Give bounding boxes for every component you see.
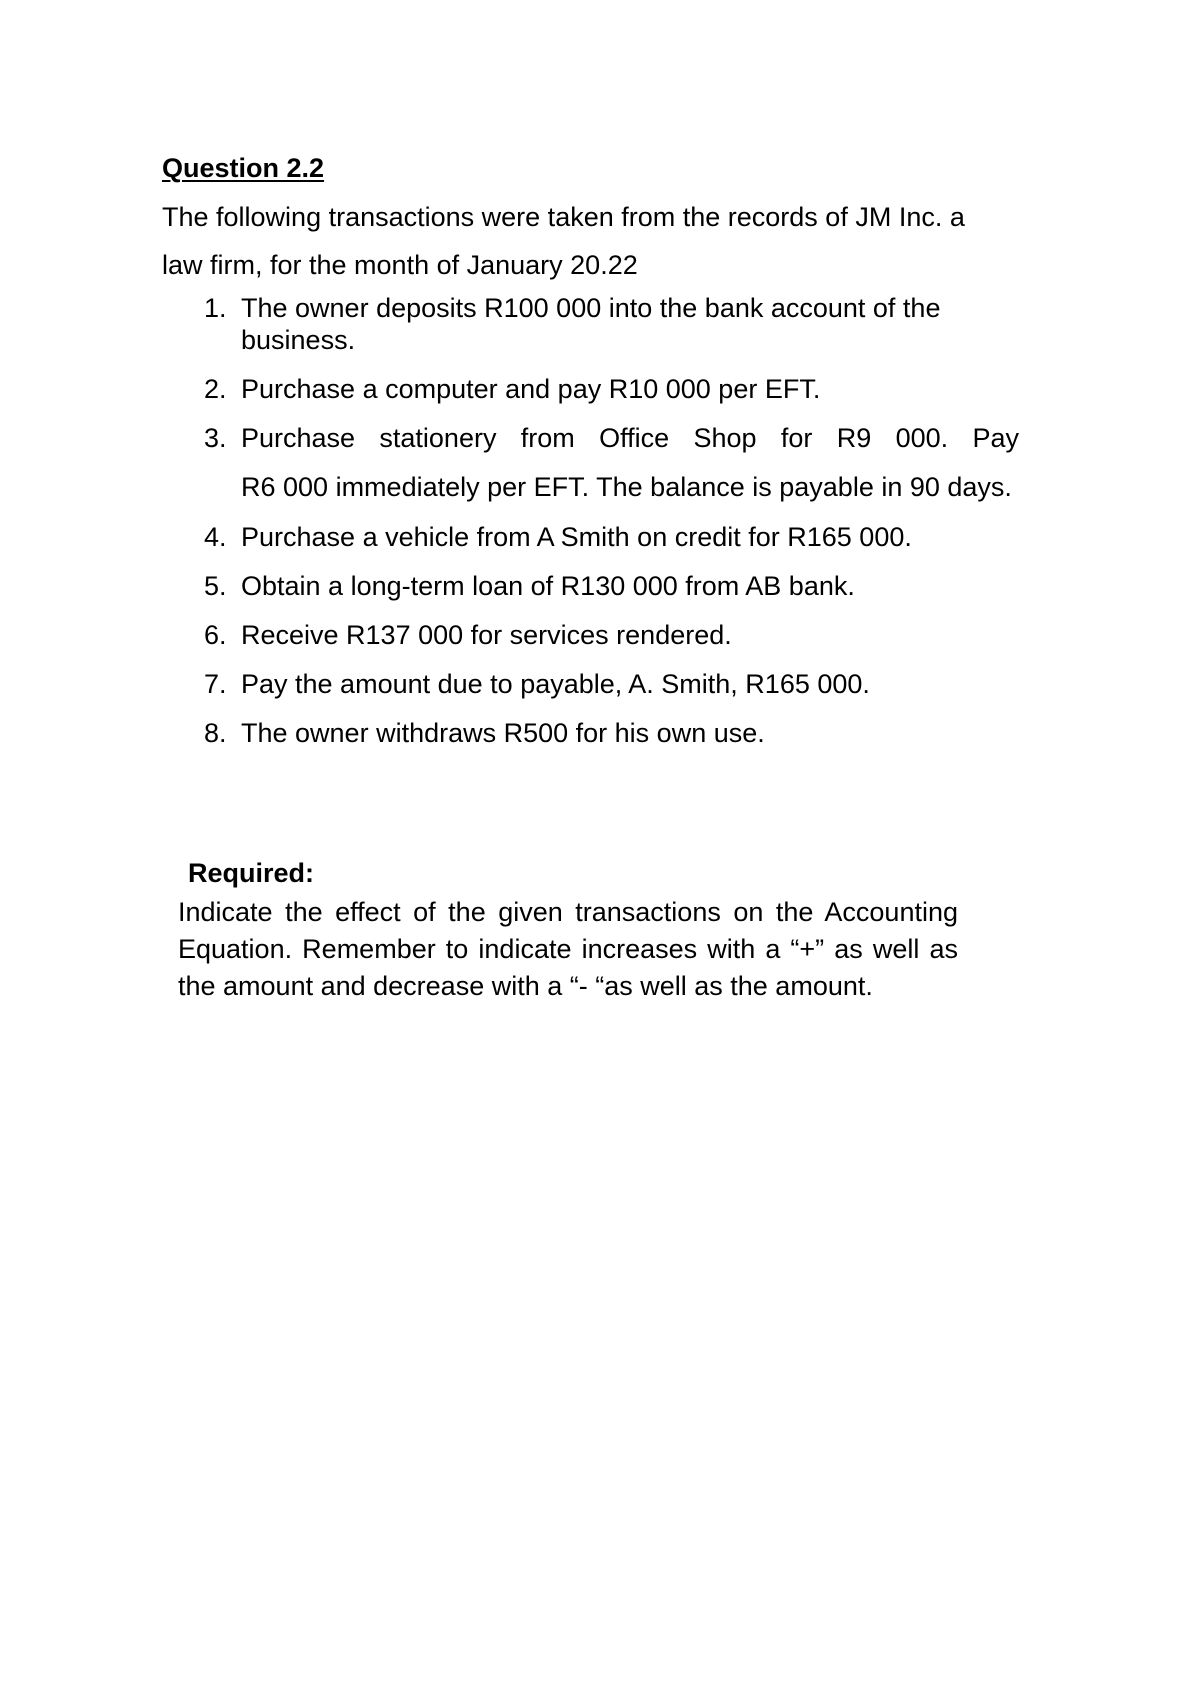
list-item (162, 717, 1042, 749)
list-item-text: Pay the amount due to payable, A. Smith, R165 000. (241, 669, 870, 699)
list-item (162, 373, 1042, 405)
question-title: Question 2.2 (162, 153, 325, 183)
list-item-number: 8. (204, 718, 227, 748)
required-text: Indicate the effect of the given transactions on the Accounting Equation. Remember to indicate increases with a “+” as well as the amount and decrease with a “- “as well as the amount. (178, 897, 958, 1001)
list-item (162, 619, 1042, 651)
list-item-number: 4. (204, 522, 227, 552)
list-item (162, 521, 1042, 553)
required-heading: Required: (188, 858, 315, 888)
question-intro (162, 193, 1042, 289)
list-item-text-rest: R6 000 immediately per EFT. The balance is payable in 90 days. (241, 472, 1012, 502)
intro-line-1: The following transactions were taken from the records of JM Inc. a (162, 202, 965, 232)
list-item-text: The owner deposits R100 000 into the bank account of the business. (241, 293, 941, 355)
list-item-number: 5. (204, 571, 227, 601)
list-item-text (241, 414, 1019, 512)
list-item-text: Receive R137 000 for services rendered. (241, 620, 732, 650)
list-item-text: The owner withdraws R500 for his own use. (241, 718, 765, 748)
list-item-text-line1: Purchase stationery from Office Shop for R9 000. Pay (241, 423, 1019, 453)
list-item-text: Obtain a long-term loan of R130 000 from AB bank. (241, 571, 855, 601)
list-item-number: 3. (204, 423, 227, 453)
list-item-text: Purchase a vehicle from A Smith on credit for R165 000. (241, 522, 912, 552)
list-item-text: Purchase a computer and pay R10 000 per EFT. (241, 374, 821, 404)
list-item (162, 292, 1042, 356)
list-item-number: 1. (204, 293, 227, 323)
list-item-number: 2. (204, 374, 227, 404)
list-item (162, 414, 1042, 512)
list-item (162, 668, 1042, 700)
transaction-list (162, 292, 1042, 766)
list-item (162, 570, 1042, 602)
list-item-number: 7. (204, 669, 227, 699)
intro-line-2: law firm, for the month of January 20.22 (162, 250, 638, 280)
list-item-number: 6. (204, 620, 227, 650)
